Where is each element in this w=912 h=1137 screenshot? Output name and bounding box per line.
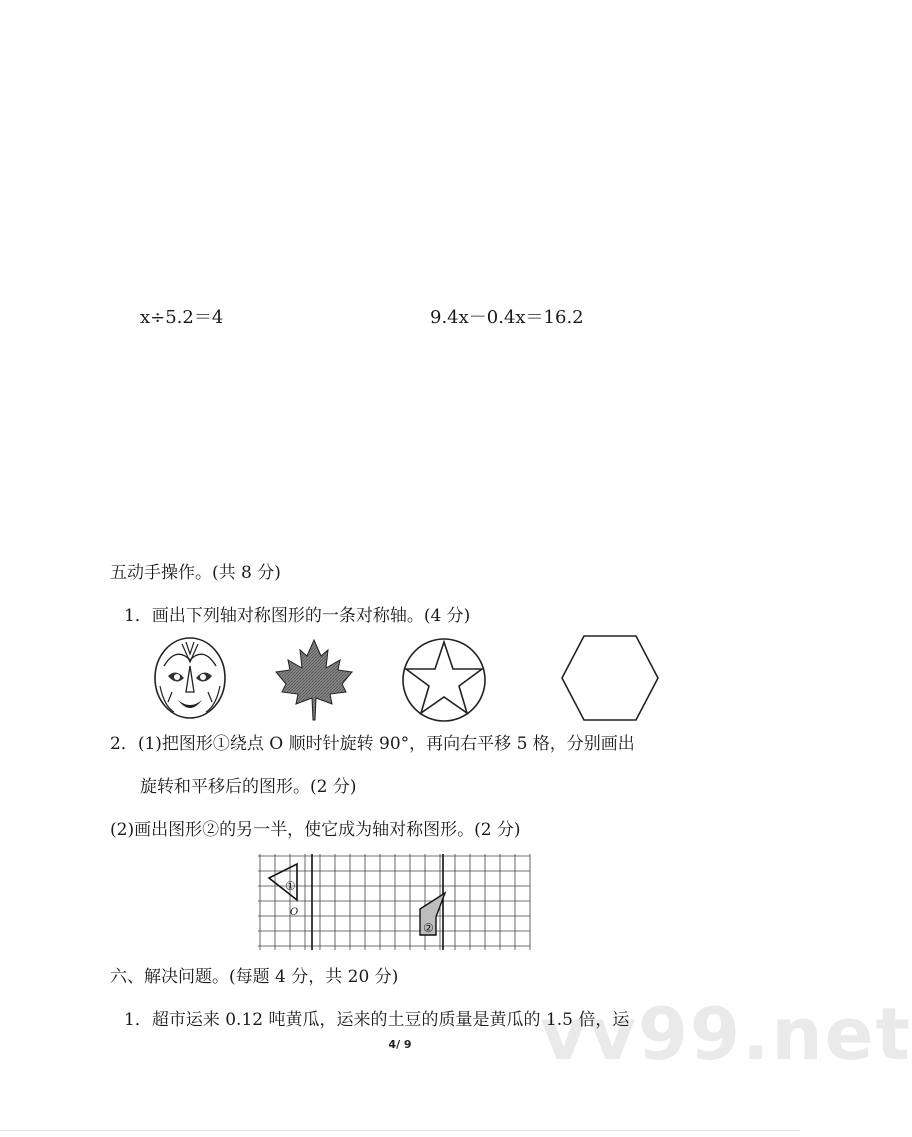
section6-title: 六、解决问题。(每题 4 分，共 20 分) [110,967,399,987]
opera-mask-figure [150,636,230,722]
section5-question2-line2: 旋转和平移后的图形。(2 分) [140,777,357,797]
page-number: 4/ 9 [388,1038,412,1051]
star-in-circle-figure [400,636,488,724]
section5-question2-part2: (2)画出图形②的另一半，使它成为轴对称图形。(2 分) [110,820,521,840]
site-watermark: vv99.net [540,992,912,1076]
maple-leaf-figure [272,638,356,722]
square-grid [258,854,534,952]
section5-question1: 1．画出下列轴对称图形的一条对称轴。(4 分) [124,606,471,626]
equation-right: 9.4x－0.4x＝16.2 [430,307,584,328]
section5-title: 五动手操作。(共 8 分) [110,563,281,583]
page-bottom-divider [0,1130,800,1131]
point-o-label: O [290,907,299,918]
equation-left: x÷5.2＝4 [140,307,224,328]
section5-question2-line1: 2．(1)把图形①绕点 O 顺时针旋转 90°，再向右平移 5 格，分别画出 [110,734,635,754]
shape-2-label: ② [423,921,434,935]
section6-question1: 1．超市运来 0.12 吨黄瓜，运来的土豆的质量是黄瓜的 1.5 倍，运 [124,1010,630,1030]
hexagon-figure [558,632,662,724]
shape-1-label: ① [285,879,296,893]
